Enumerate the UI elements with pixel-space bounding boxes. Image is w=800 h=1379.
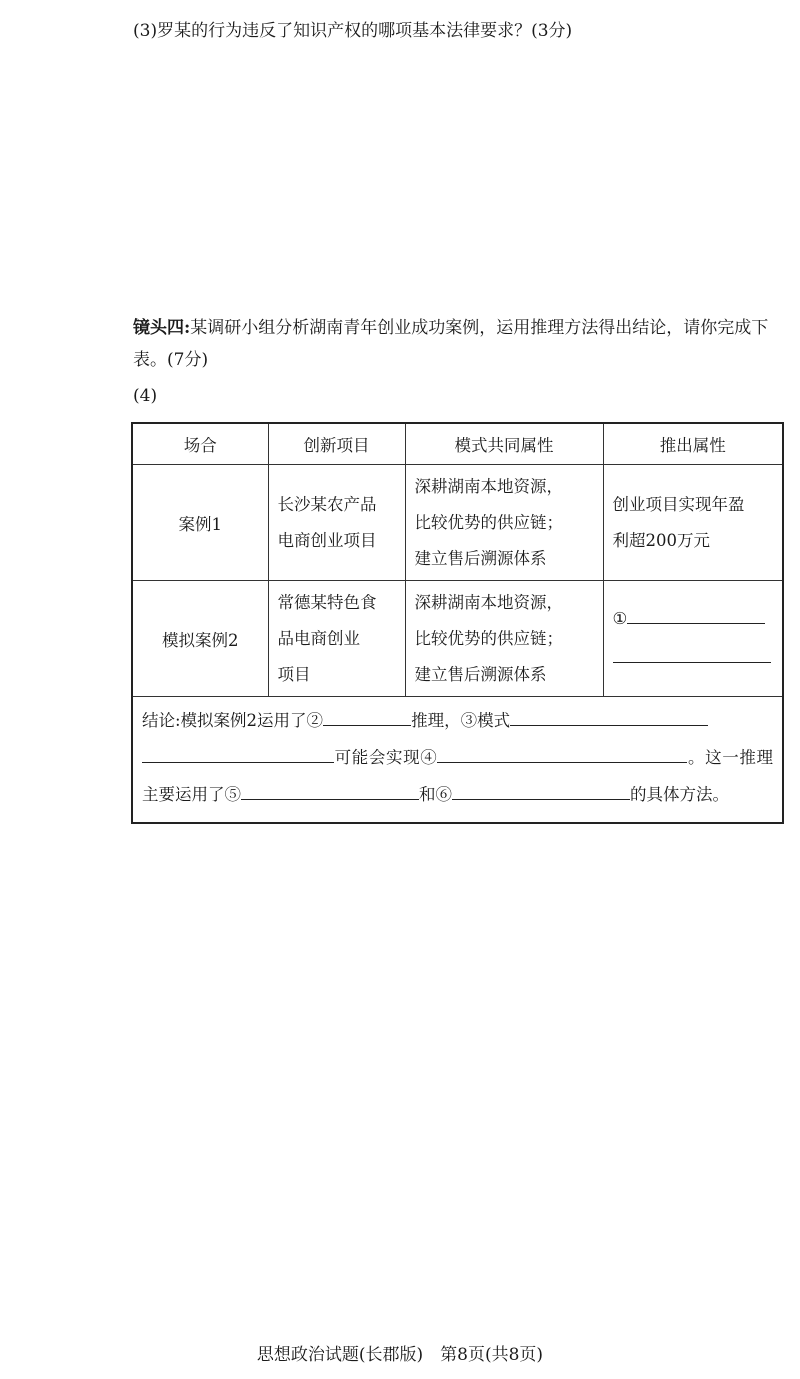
- answer-blank-1-continued[interactable]: [613, 644, 771, 663]
- section-4-prompt: [133, 312, 783, 376]
- case-1-attribute-line: 比较优势的供应链；: [414, 512, 563, 532]
- answer-blank-2[interactable]: [323, 707, 411, 726]
- header-common-attributes: 模式共同属性: [405, 423, 603, 465]
- case-2-result-answer: [603, 581, 783, 697]
- case-1-attributes: [405, 465, 603, 581]
- case-2-attributes: [405, 581, 603, 697]
- case-2-project-line: 常德某特色食: [277, 592, 377, 612]
- page-footer: 思想政治试题(长郡版) 第8页(共8页): [256, 1345, 544, 1365]
- conclusion-text: 和⑥: [419, 785, 452, 804]
- answer-blank-1[interactable]: [627, 605, 765, 624]
- case-1-result-line: 利超200万元: [612, 530, 710, 550]
- case-1-project: [268, 465, 405, 581]
- case-1-label: 案例1: [132, 465, 268, 581]
- conclusion-text: 可能会实现④: [334, 748, 438, 767]
- blank-marker-1: ①: [612, 608, 628, 628]
- reasoning-table: [131, 422, 784, 824]
- case-1-attribute-line: 深耕湖南本地资源，: [414, 476, 563, 496]
- case-2-label: 模拟案例2: [132, 581, 268, 697]
- question-3: (3)罗某的行为违反了知识产权的哪项基本法律要求？(3分): [133, 21, 573, 41]
- conclusion-text: 结论:模拟案例2运用了②: [142, 711, 324, 730]
- answer-blank-3-continued[interactable]: [142, 744, 334, 763]
- answer-blank-3[interactable]: [510, 707, 708, 726]
- case-2-project-line: 项目: [277, 664, 311, 684]
- case-2-project-line: 品电商创业: [277, 628, 360, 648]
- table-header-row: [132, 423, 783, 465]
- table-row: [132, 465, 783, 581]
- case-1-project-line: 长沙某农产品: [277, 494, 377, 514]
- case-2-attribute-line: 建立售后溯源体系: [414, 664, 547, 684]
- section-4-intro: 某调研小组分析湖南青年创业成功案例，运用推理方法得出结论，请你完成下表。(7分): [133, 318, 769, 370]
- sub-question-label: (4): [133, 386, 158, 406]
- conclusion-cell: [132, 697, 783, 824]
- answer-blank-4[interactable]: [437, 744, 687, 763]
- case-1-result: [603, 465, 783, 581]
- table-row: [132, 581, 783, 697]
- conclusion-text: 。这一推理主要运用了⑤: [142, 748, 773, 804]
- conclusion-text: 的具体方法。: [630, 785, 729, 804]
- case-1-result-line: 创业项目实现年盈: [612, 494, 745, 514]
- case-2-attribute-line: 深耕湖南本地资源，: [414, 592, 563, 612]
- answer-blank-6[interactable]: [452, 781, 630, 800]
- header-project: 创新项目: [268, 423, 405, 465]
- answer-blank-5[interactable]: [241, 781, 419, 800]
- section-4-heading: 镜头四:: [133, 318, 191, 338]
- case-1-project-line: 电商创业项目: [277, 530, 377, 550]
- case-2-project: [268, 581, 405, 697]
- header-inferred-attribute: 推出属性: [603, 423, 783, 465]
- case-1-attribute-line: 建立售后溯源体系: [414, 548, 547, 568]
- case-2-attribute-line: 比较优势的供应链；: [414, 628, 563, 648]
- conclusion-row: [132, 697, 783, 824]
- header-occasion: 场合: [132, 423, 268, 465]
- conclusion-text: 推理，③模式: [411, 711, 511, 730]
